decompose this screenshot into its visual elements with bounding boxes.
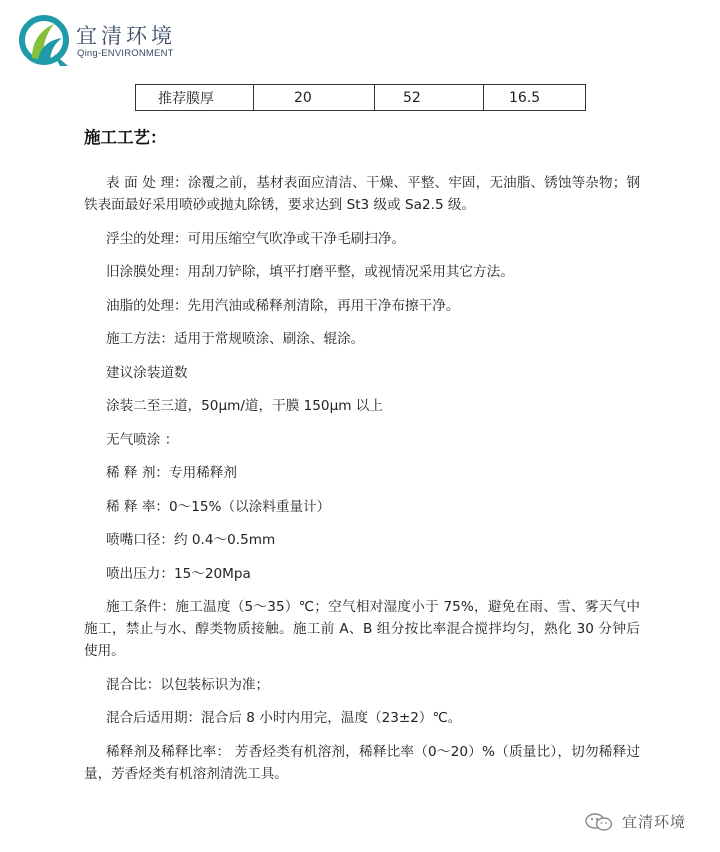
- company-logo-icon: [18, 14, 70, 66]
- watermark-text: 宜清环境: [622, 813, 687, 831]
- section-title: 施工工艺：: [84, 128, 167, 147]
- paragraph-application-method: 施工方法：适用于常规喷涂、刷涂、辊涂。: [106, 331, 365, 347]
- paragraph-nozzle: 喷嘴口径：约 0.4～0.5mm: [106, 532, 276, 548]
- paragraph-thinner: 稀 释 剂：专用稀释剂: [106, 465, 237, 481]
- paragraph-thinning-rate: 稀 释 率：0～15%（以涂料重量计）: [106, 498, 331, 515]
- table-cell: 52: [375, 85, 484, 111]
- paragraph-thinner-ratio: 稀释剂及稀释比率： 芳香烃类有机溶剂，稀释比率（0～20）%（质量比），切勿稀释过量，芳香烃类有机溶剂清洗工具。: [84, 743, 640, 782]
- brand-name: 宜清环境: [76, 24, 176, 48]
- paragraph-old-coating: 旧涂膜处理：用刮刀铲除，填平打磨平整，或视情况采用其它方法。: [106, 264, 514, 280]
- paragraph-coats: 涂装二至三道，50μm/道，干膜 150μm 以上: [106, 398, 383, 414]
- paragraph-pressure: 喷出压力：15～20Mpa: [106, 565, 251, 582]
- table-cell: 16.5: [484, 85, 586, 111]
- paragraph-grease-treatment: 油脂的处理：先用汽油或稀释剂清除，再用干净布擦干净。: [106, 297, 460, 314]
- table-cell: 20: [254, 85, 375, 111]
- wechat-icon: [584, 813, 614, 831]
- paragraph-conditions: 施工条件：施工温度（5～35）℃；空气相对湿度小于 75%，避免在雨、雪、雾天气中施工，禁止与水、醇类物质接触。施工前 A、B 组分按比率混合搅拌均匀，熟化 30 分钟后使用。: [84, 599, 640, 659]
- brand-subtitle: Qing-ENVIRONMENT: [77, 48, 174, 59]
- spec-table: [135, 84, 586, 111]
- paragraph-surface-treatment: 表 面 处 理：涂覆之前，基材表面应清洁、干燥、平整、牢固，无油脂、锈蚀等杂物；钢铁表面最好采用喷砂或抛丸除锈，要求达到 St3 级或 Sa2.5 级。: [84, 175, 640, 213]
- table-cell: 推荐膜厚: [136, 85, 254, 111]
- table-row: [136, 85, 586, 111]
- construction-process-text: [84, 172, 640, 796]
- paragraph-dust-treatment: 浮尘的处理：可用压缩空气吹净或干净毛刷扫净。: [106, 230, 406, 247]
- paragraph-coats-heading: 建议涂装道数: [106, 364, 188, 381]
- paragraph-airless-spray: 无气喷涂 ：: [106, 431, 179, 448]
- paragraph-pot-life: 混合后适用期：混合后 8 小时内用完，温度（23±2）℃。: [106, 710, 462, 726]
- paragraph-mix-ratio: 混合比：以包装标识为准；: [106, 676, 270, 693]
